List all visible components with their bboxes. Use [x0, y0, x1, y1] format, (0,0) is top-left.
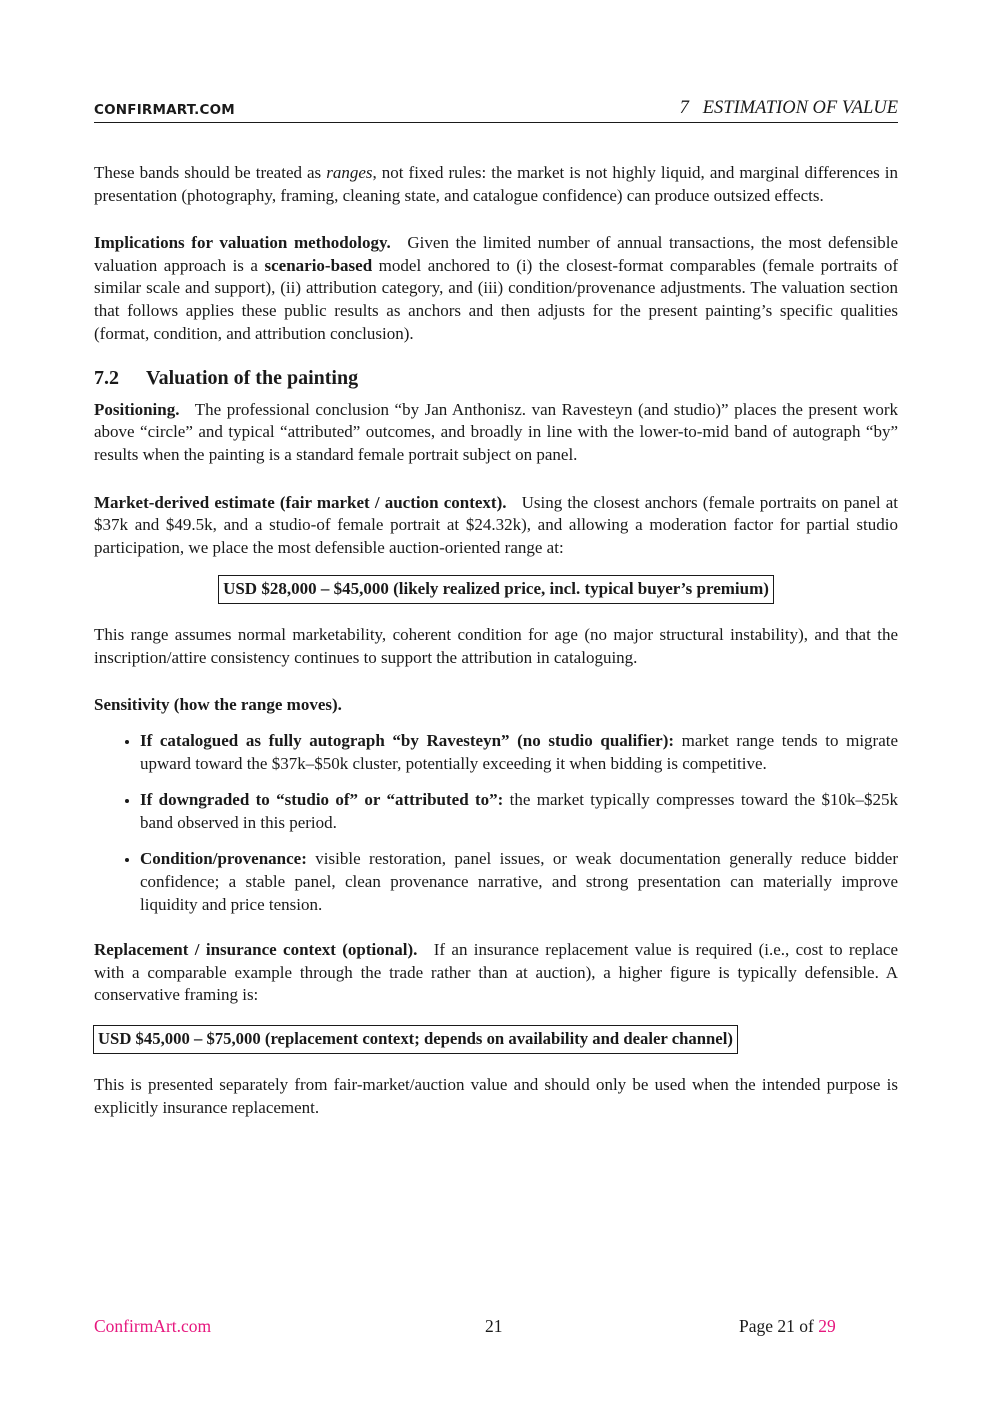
section-heading-number: 7.2	[94, 367, 119, 390]
replacement-lead: Replacement / insurance context (optional).	[94, 940, 418, 960]
list-item: • If downgraded to “studio of” or “attributed to”: the market typically compresses toward the $10k–$25k band observed in this period.	[140, 789, 898, 834]
emphasis-ranges: ranges	[326, 163, 373, 182]
section-title: ESTIMATION OF VALUE	[702, 98, 898, 118]
page-body	[94, 162, 898, 1144]
market-estimate-lead: Market-derived estimate (fair market / auction context).	[94, 492, 507, 512]
replacement-paragraph: Replacement / insurance context (optional). If an insurance replacement value is required (i.e., cost to replace with a comparable example through the trade rather than at auction), a higher figure is typically defensible. A conservative framing is:	[94, 940, 898, 1005]
list-item: • If catalogued as fully autograph “by Ravesteyn” (no studio qualifier): market range tends to migrate upward toward the $37k–$50k cluster, potentially exceeding it when bidding is competitive.	[140, 730, 898, 775]
page-footer	[94, 1316, 898, 1340]
market-estimate-paragraph: Market-derived estimate (fair market / auction context). Using the closest anchors (female portraits on panel at $37k and $49.5k, and a studio-of female portrait at $24.32k), and allowing a moderation factor for partial studio participation, we place the most defensible auction-oriented range at:	[94, 492, 898, 557]
positioning-lead: Positioning.	[94, 399, 180, 419]
sensitivity-heading: Sensitivity (how the range moves).	[94, 694, 342, 714]
positioning-paragraph: Positioning. The professional conclusion “by Jan Anthonisz. van Ravesteyn (and studio)” places the present work above “circle” and typical “attributed” outcomes, and broadly in line with the lower-to-mid band of autograph “by” results when the painting is a standard female portrait subject on panel.	[94, 399, 898, 464]
replacement-note-paragraph: This is presented separately from fair-market/auction value and should only be used when the intended purpose is explicitly insurance replacement.	[94, 1075, 898, 1117]
list-item: • Condition/provenance: visible restoration, panel issues, or weak documentation generally reduce bidder confidence; a stable panel, clean provenance narrative, and strong presentation can materially improve liquidity and price tension.	[140, 848, 898, 916]
bands-paragraph: These bands should be treated as ranges, not fixed rules: the market is not highly liquid, and marginal differences in presentation (photography, framing, cleaning state, and catalogue confidence) can produce outsized effects.	[94, 163, 898, 205]
auction-range-box: USD $28,000 – $45,000 (likely realized price, incl. typical buyer’s premium)	[218, 575, 774, 604]
methodology-paragraph: Implications for valuation methodology. Given the limited number of annual transactions, the most defensible valuation approach is a scenario-based model anchored to (i) the closest-format comparables (female portraits of similar scale and support), (ii) attribution category, and (iii) condition/provenance adjustments. The valuation section that follows applies these public results as anchors and then adjusts for the present painting’s specific qualities (format, condition, and attribution conclusion).	[94, 233, 899, 343]
footer-total-pages-link[interactable]: 29	[818, 1316, 836, 1336]
methodology-lead: Implications for valuation methodology.	[94, 233, 391, 253]
range-assumption-paragraph: This range assumes normal marketability, coherent condition for age (no major structural instability), and that the inscription/attire consistency continues to support the attribution in cataloguing.	[94, 625, 898, 667]
list-item-lead: Condition/provenance:	[140, 849, 307, 869]
site-logo: CONFIRMART.COM	[94, 102, 235, 118]
list-item-lead: If downgraded to “studio of” or “attributed to”:	[140, 790, 504, 810]
list-item-lead: If catalogued as fully autograph “by Ravesteyn” (no studio qualifier):	[140, 731, 675, 751]
running-header	[94, 98, 898, 123]
section-number: 7	[679, 98, 689, 118]
section-heading-title: Valuation of the painting	[146, 367, 359, 390]
auction-range-box-wrap	[94, 575, 898, 604]
replacement-range-box: USD $45,000 – $75,000 (replacement context; depends on availability and dealer channel)	[93, 1025, 738, 1054]
footer-site-link[interactable]: ConfirmArt.com	[94, 1316, 212, 1336]
sensitivity-list	[94, 730, 898, 916]
footer-page-number: 21	[485, 1316, 503, 1336]
replacement-range-box-wrap	[94, 1025, 898, 1054]
running-section-title	[680, 98, 898, 119]
footer-page-of: Page 21 of 29	[739, 1316, 836, 1336]
scenario-based-term: scenario-based	[264, 255, 373, 275]
section-heading	[94, 367, 898, 390]
